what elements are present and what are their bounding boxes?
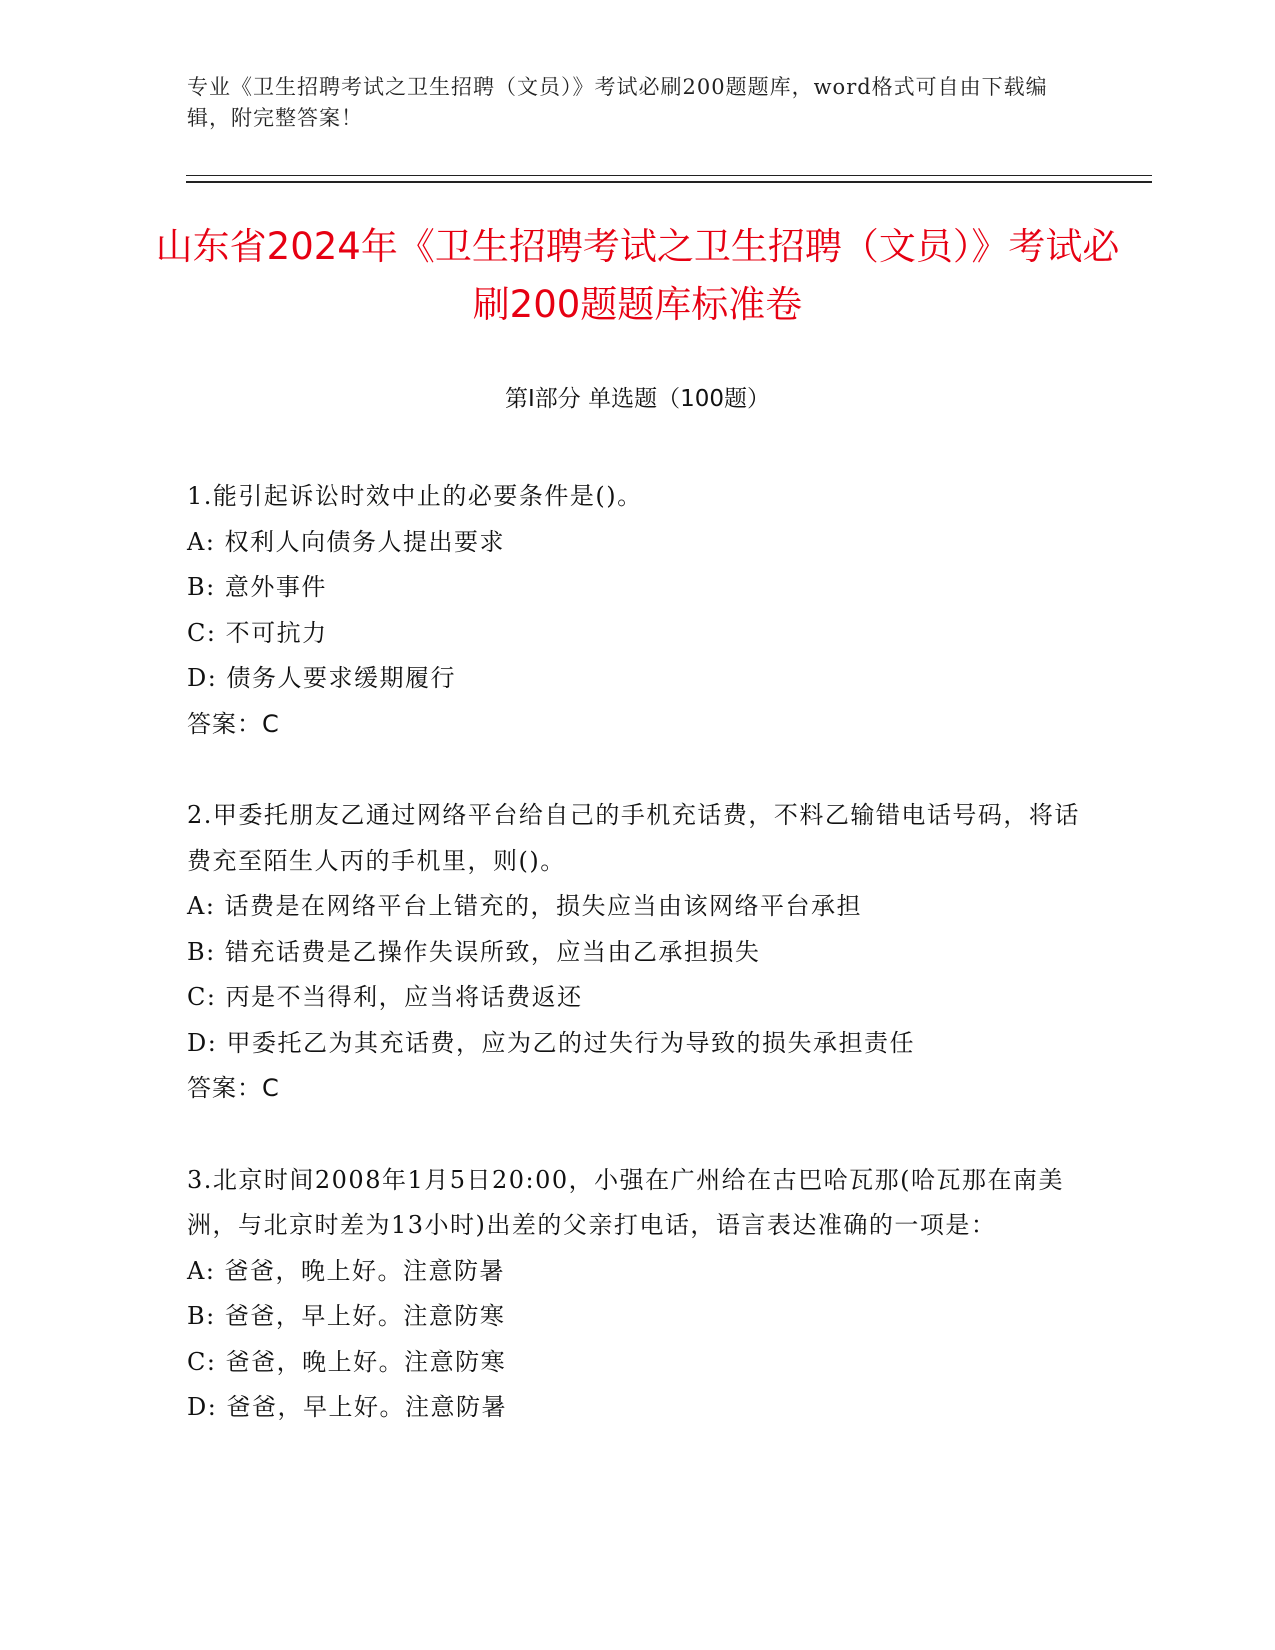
question-stem: 2.甲委托朋友乙通过网络平台给自己的手机充话费，不料乙输错电话号码，将话费充至陌生人丙的手机里，则()。 <box>187 801 1080 875</box>
option-b: B: 意外事件 <box>187 573 327 601</box>
header-note: 专业《卫生招聘考试之卫生招聘（文员）》考试必刷200题题库，word格式可自由下载编辑，附完整答案！ <box>187 75 1048 130</box>
question-2 <box>187 793 1087 1112</box>
answer: 答案：C <box>187 1074 280 1102</box>
document-title: 山东省2024年《卫生招聘考试之卫生招聘（文员）》考试必刷200题题库标准卷 <box>155 225 1120 326</box>
header-divider-thin <box>186 175 1152 176</box>
header-divider-thick <box>186 181 1152 183</box>
option-c: C: 爸爸，晚上好。注意防寒 <box>187 1347 507 1376</box>
answer: 答案：C <box>187 709 280 738</box>
question-1 <box>187 474 1087 747</box>
question-3 <box>187 1158 1087 1431</box>
question-list <box>187 474 1087 1477</box>
question-stem: 1.能引起诉讼时效中止的必要条件是()。 <box>187 482 643 510</box>
option-a: A: 权利人向债务人提出要求 <box>187 527 506 556</box>
option-d: D: 爸爸，早上好。注意防暑 <box>187 1393 507 1421</box>
option-b: B: 爸爸，早上好。注意防寒 <box>187 1302 506 1330</box>
question-stem: 3.北京时间2008年1月5日20:00，小强在广州给在古巴哈瓦那(哈瓦那在南美洲，与北京时差为13小时)出差的父亲打电话，语言表达准确的一项是： <box>187 1165 1065 1239</box>
option-a: A: 爸爸，晚上好。注意防暑 <box>187 1256 506 1285</box>
option-b: B: 错充话费是乙操作失误所致，应当由乙承担损失 <box>187 937 761 966</box>
option-c: C: 丙是不当得利，应当将话费返还 <box>187 983 583 1011</box>
option-a: A: 话费是在网络平台上错充的，损失应当由该网络平台承担 <box>187 892 863 920</box>
option-d: D: 甲委托乙为其充话费，应为乙的过失行为导致的损失承担责任 <box>187 1028 915 1057</box>
option-d: D: 债务人要求缓期履行 <box>187 664 456 692</box>
option-c: C: 不可抗力 <box>187 618 328 647</box>
section-heading: 第Ⅰ部分 单选题（100题） <box>505 386 770 412</box>
